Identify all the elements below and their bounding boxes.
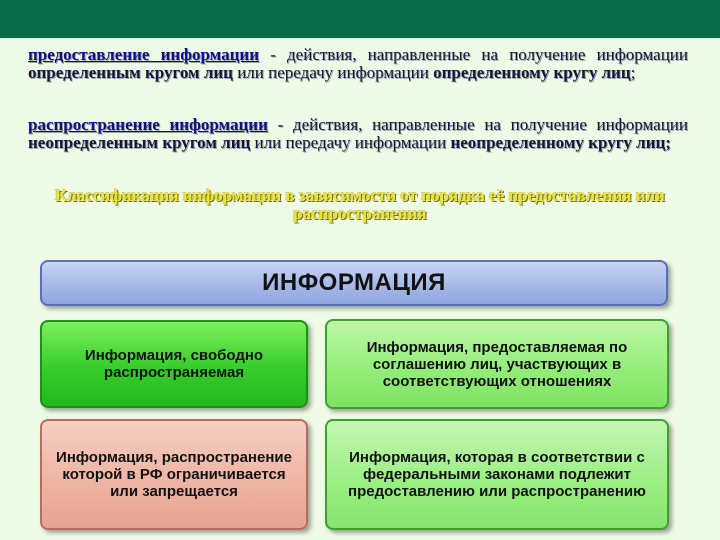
definition-emphasis: неопределенным кругом лиц xyxy=(28,133,251,152)
definition-object: определенному кругу лиц xyxy=(433,63,631,82)
definition-text: или передачу информации xyxy=(232,63,434,82)
box-by-agreement: Информация, предоставляемая по соглашению лиц, участвующих в соответствующих отношениях xyxy=(325,319,669,409)
term-dissemination: распространение информации xyxy=(28,115,268,134)
definition-emphasis: определенным кругом лиц xyxy=(28,63,233,82)
box-mandatory-by-law: Информация, которая в соответствии с федеральными законами подлежит предоставлению или распространению xyxy=(325,419,669,530)
definition-provision xyxy=(28,46,688,82)
definition-object: неопределенному кругу лиц; xyxy=(450,133,671,152)
term-provision: предоставление информации xyxy=(28,45,260,64)
definition-text: или передачу информации xyxy=(250,133,451,152)
definition-text: - действия, направленные на получение информации xyxy=(267,115,688,134)
definition-dissemination xyxy=(28,116,688,152)
classification-heading: Классификация информации в зависимости от порядка её предоставления или распространения xyxy=(55,186,665,223)
box-freely-distributed: Информация, свободно распространяемая xyxy=(40,320,308,408)
definition-end: ; xyxy=(630,63,636,82)
box-restricted: Информация, распространение которой в РФ ограничивается или запрещается xyxy=(40,419,308,530)
title-bar xyxy=(0,0,720,38)
diagram-root-box: ИНФОРМАЦИЯ xyxy=(40,260,668,306)
definition-text: - действия, направленные на получение информации xyxy=(259,45,688,64)
